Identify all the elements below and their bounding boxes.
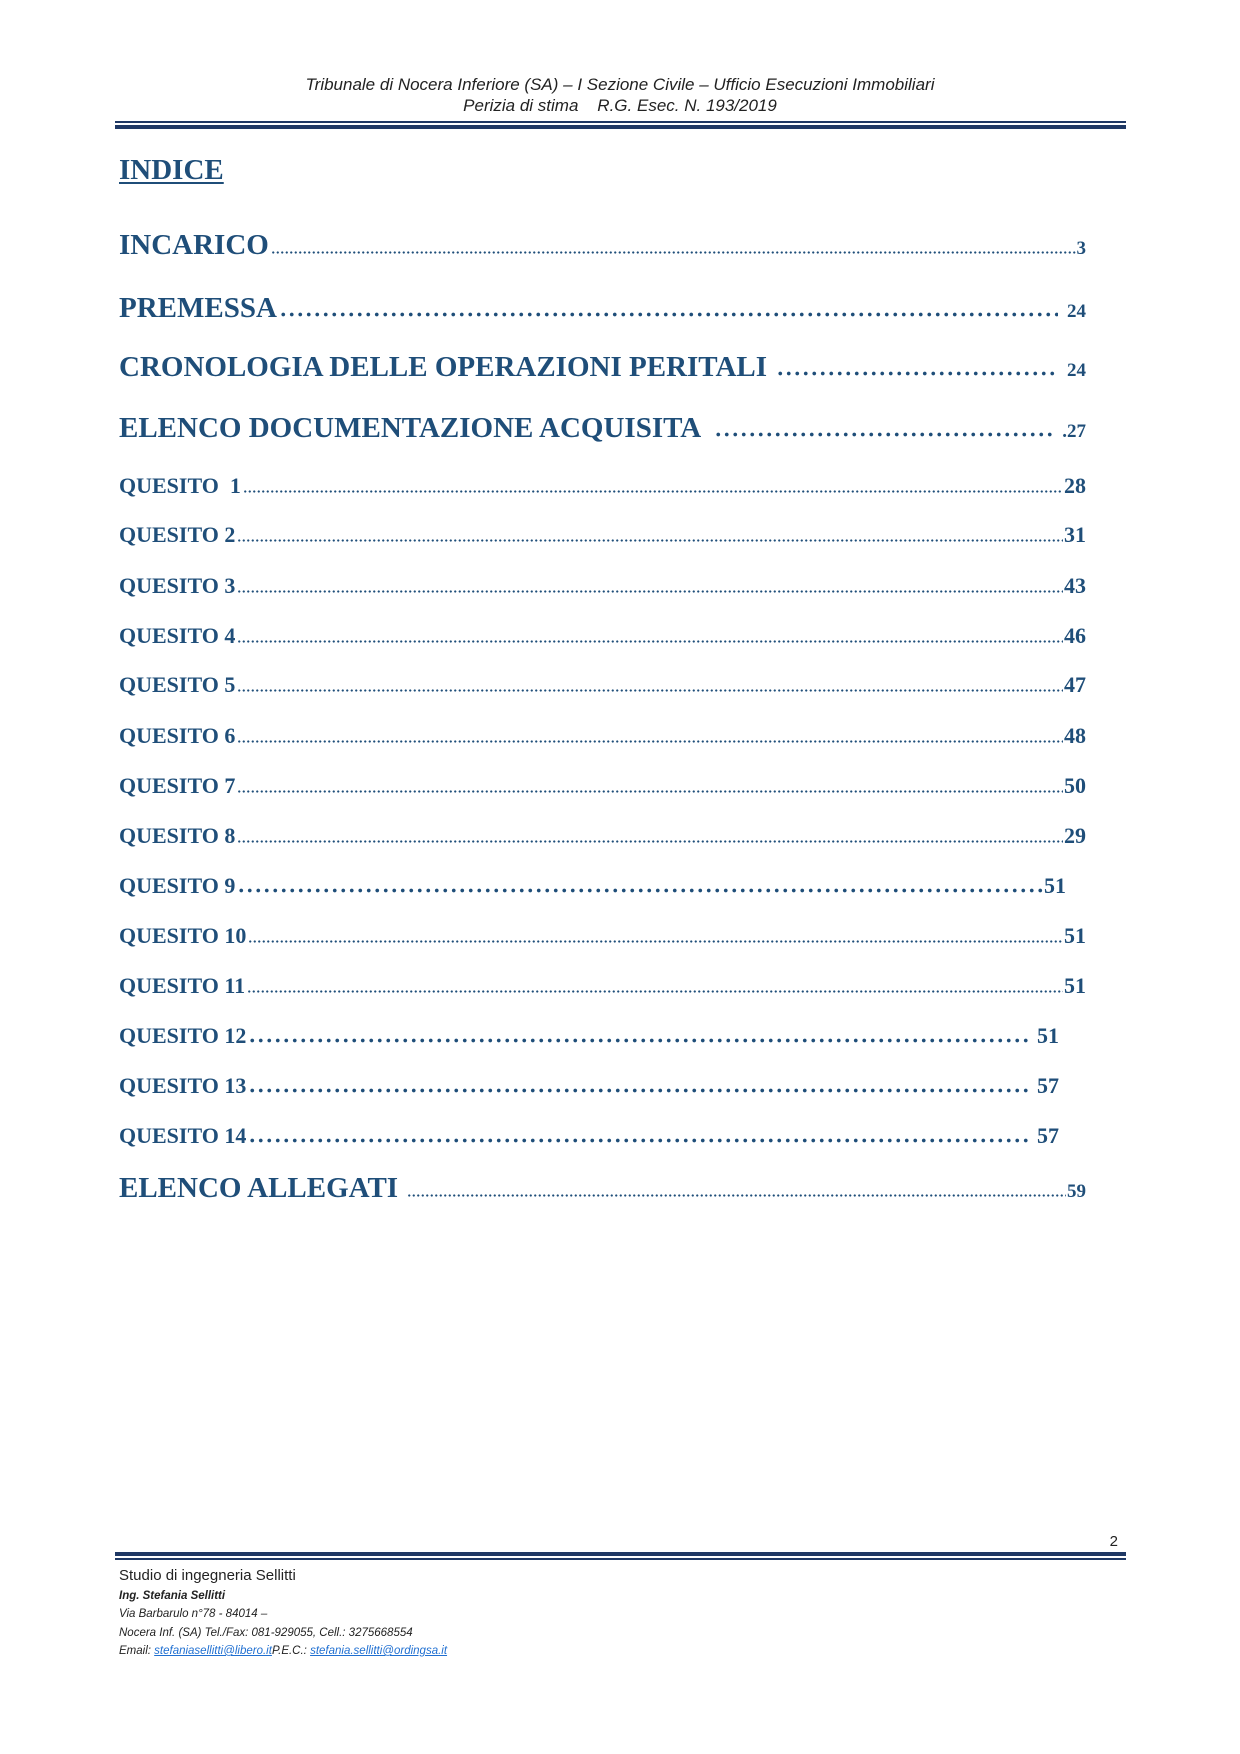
toc-entry-quesito-3 <box>119 575 1086 597</box>
toc-entry-label: QUESITO 5 <box>119 672 236 697</box>
toc-entry-page: 51 <box>1037 1023 1059 1048</box>
toc-entry-page: 3 <box>1076 238 1086 259</box>
toc-entry-page: 47 <box>1064 672 1086 697</box>
pec-link[interactable]: stefania.sellitti@ordingsa.it <box>310 1645 448 1657</box>
toc-entry-label: QUESITO 6 <box>119 723 236 748</box>
toc-entry-label: ELENCO DOCUMENTAZIONE ACQUISITA <box>119 412 702 444</box>
footer-address: Via Barbarulo n°78 - 84014 – <box>119 1608 268 1620</box>
toc-entry-page: .27 <box>1062 421 1086 442</box>
toc-entry-quesito-13 <box>119 1075 1059 1097</box>
toc-entry-label: QUESITO 4 <box>119 623 236 648</box>
dot-leader <box>248 1038 1028 1043</box>
dot-leader <box>237 590 1063 593</box>
header-line-case: Perizia di stima R.G. Esec. N. 193/2019 <box>463 96 777 115</box>
toc-entry-label: QUESITO 3 <box>119 573 236 598</box>
dot-leader <box>237 740 1063 743</box>
dot-leader <box>279 312 1058 317</box>
toc-entry-page: 46 <box>1064 623 1086 648</box>
dot-leader <box>247 990 1063 993</box>
footer-email-line <box>119 1644 447 1658</box>
toc-entry-page: 51 <box>1064 923 1086 948</box>
toc-entry-label: QUESITO 1 <box>119 473 241 498</box>
toc-entry-elenco-allegati <box>119 1174 1086 1206</box>
dot-leader <box>248 940 1063 943</box>
toc-entry-quesito-14 <box>119 1125 1059 1147</box>
footer-contacts: Nocera Inf. (SA) Tel./Fax: 081-929055, Cell.: 3275668554 <box>119 1627 413 1639</box>
header-line-court: Tribunale di Nocera Inferiore (SA) – I Sezione Civile – Ufficio Esecuzioni Immobiliari <box>305 75 935 94</box>
toc-entry-quesito-9 <box>119 875 1066 897</box>
toc-entry-cronologia <box>119 353 1086 385</box>
toc-entry-quesito-7 <box>119 775 1086 797</box>
toc-entry-label: QUESITO 13 <box>119 1073 247 1098</box>
toc-entry-page: 57 <box>1037 1123 1059 1148</box>
dot-leader <box>237 689 1063 692</box>
toc-entry-label: QUESITO 11 <box>119 973 246 998</box>
dot-leader <box>243 490 1063 493</box>
toc-entry-label: CRONOLOGIA DELLE OPERAZIONI PERITALI <box>119 351 768 383</box>
dot-leader <box>237 790 1063 793</box>
dot-leader <box>271 251 1076 254</box>
dot-leader <box>237 840 1063 843</box>
toc-entry-page: 57 <box>1037 1073 1059 1098</box>
toc-entry-label: INCARICO <box>119 229 269 261</box>
footer-rule <box>115 1552 1126 1560</box>
toc-entry-page: 43 <box>1064 573 1086 598</box>
toc-entry-quesito-10 <box>119 925 1086 947</box>
footer-engineer-name: Ing. Stefania Sellitti <box>119 1590 226 1602</box>
toc-entry-quesito-4 <box>119 625 1086 647</box>
toc-entry-incarico <box>119 231 1086 263</box>
toc-entry-page: 51 <box>1044 873 1066 898</box>
toc-entry-page: 31 <box>1064 522 1086 547</box>
toc-entry-page: 28 <box>1064 473 1086 498</box>
toc-entry-quesito-8 <box>119 825 1086 847</box>
toc-entry-page: 29 <box>1064 823 1086 848</box>
toc-entry-quesito-2 <box>119 524 1086 546</box>
toc-entry-label: QUESITO 12 <box>119 1023 247 1048</box>
toc-entry-page: 51 <box>1064 973 1086 998</box>
toc-entry-label: QUESITO 7 <box>119 773 236 798</box>
toc-entry-label: QUESITO 10 <box>119 923 247 948</box>
toc-entry-page: 59 <box>1067 1181 1086 1202</box>
toc-entry-page: 24 <box>1067 360 1086 381</box>
toc-entry-quesito-11 <box>119 975 1086 997</box>
footer-studio-name: Studio di ingegneria Sellitti <box>119 1567 296 1584</box>
page-number: 2 <box>1109 1533 1118 1550</box>
toc-entry-label: QUESITO 2 <box>119 522 236 547</box>
toc-entry-quesito-12 <box>119 1025 1059 1047</box>
email-label: Email: <box>119 1645 155 1657</box>
dot-leader <box>714 432 1053 437</box>
dot-leader <box>248 1138 1028 1143</box>
toc-entry-quesito-6 <box>119 725 1086 747</box>
toc-entry-label: QUESITO 8 <box>119 823 236 848</box>
toc-entry-page: 50 <box>1064 773 1086 798</box>
toc-entry-label: ELENCO ALLEGATI <box>119 1172 399 1204</box>
dot-leader <box>776 371 1058 376</box>
toc-entry-label: PREMESSA <box>119 292 277 324</box>
dot-leader <box>248 1088 1028 1093</box>
toc-entry-label: QUESITO 9 <box>119 873 236 898</box>
toc-entry-premessa <box>119 294 1086 326</box>
dot-leader <box>237 640 1063 643</box>
dot-leader <box>407 1194 1066 1197</box>
toc-entry-page: 24 <box>1067 301 1086 322</box>
toc-entry-quesito-5 <box>119 674 1086 696</box>
toc-entry-quesito-1 <box>119 475 1086 497</box>
toc-entry-label: QUESITO 14 <box>119 1123 247 1148</box>
pec-label: P.E.C.: <box>271 1645 311 1657</box>
email-link[interactable]: stefaniasellitti@libero.it <box>154 1645 272 1657</box>
toc-entry-documentazione <box>119 414 1086 446</box>
toc-entry-page: 48 <box>1064 723 1086 748</box>
header-rule <box>115 121 1126 129</box>
dot-leader <box>237 888 1043 893</box>
dot-leader <box>237 539 1063 542</box>
index-title: INDICE <box>119 154 224 186</box>
